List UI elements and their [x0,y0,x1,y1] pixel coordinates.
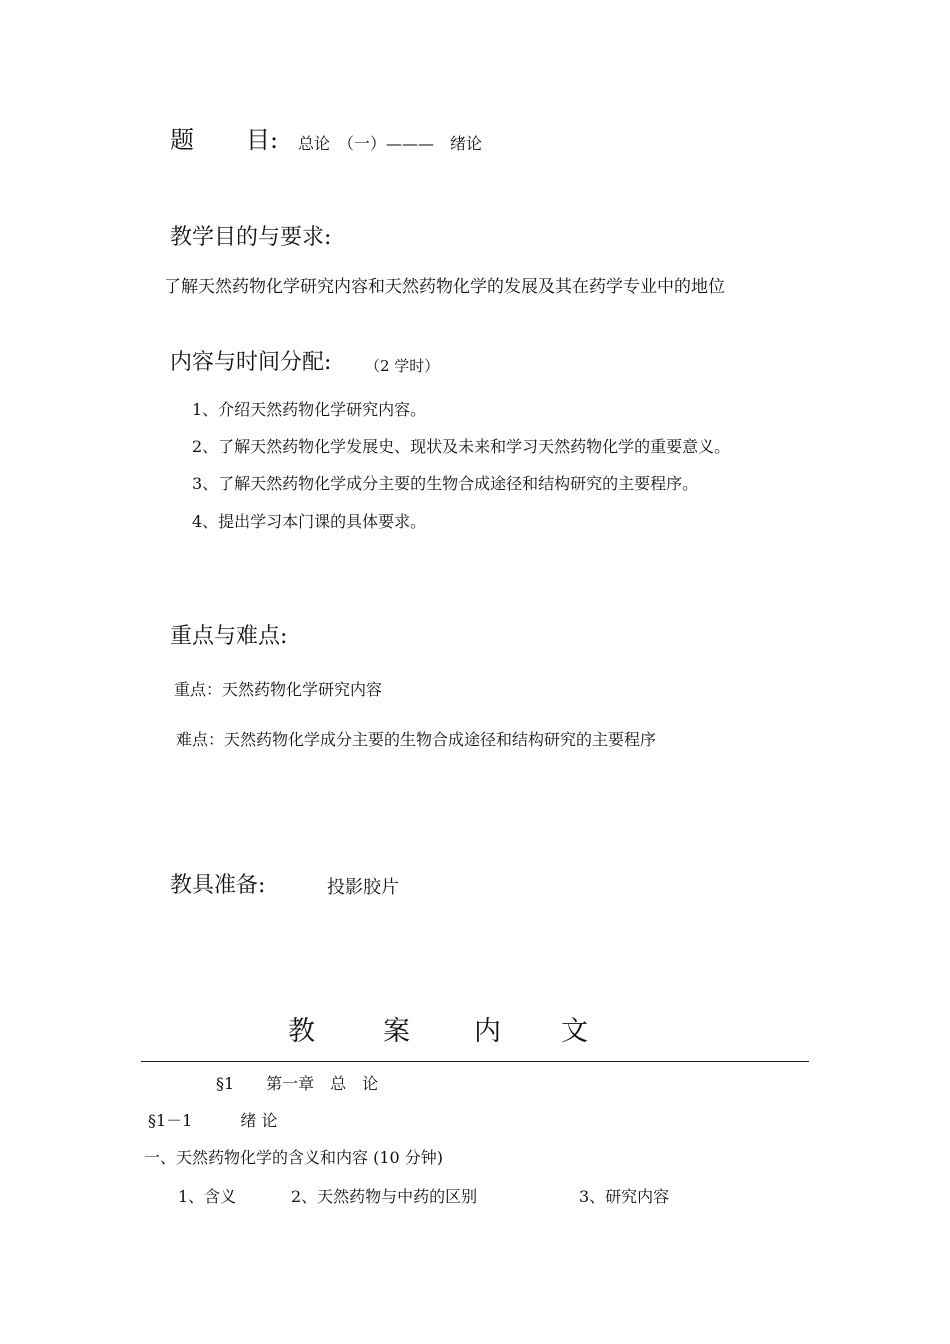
body-title-char: 内 [474,1016,501,1047]
sub-item: 1、含义 [178,1187,237,1206]
objectives-text: 了解天然药物化学研究内容和天然药物化学的发展及其在药学专业中的地位 [164,277,725,297]
difficult-point-text: 难点：天然药物化学成分主要的生物合成途径和结构研究的主要程序 [176,730,657,749]
aids-value: 投影胶片 [327,877,399,898]
allocation-item: 2、了解天然药物化学发展史、现状及未来和学习天然药物化学的重要意义。 [192,437,731,456]
key-points-heading: 重点与难点: [170,624,288,649]
key-point-text: 重点：天然药物化学研究内容 [174,680,383,699]
title-divider [141,1061,809,1062]
aids-heading: 教具准备: [170,873,266,898]
section-heading: §1－1 绪 论 [148,1111,278,1130]
sub-item: 3、研究内容 [579,1187,670,1206]
part-heading: 一、天然药物化学的含义和内容 (10 分钟) [144,1148,444,1167]
body-title-char: 文 [561,1016,588,1047]
allocation-item: 3、了解天然药物化学成分主要的生物合成途径和结构研究的主要程序。 [192,474,699,493]
sub-item: 2、天然药物与中药的区别 [291,1187,478,1206]
chapter-heading: §1 第一章 总 论 [216,1074,379,1093]
allocation-heading: 内容与时间分配: [170,350,332,375]
objectives-heading: 教学目的与要求: [170,225,332,250]
allocation-item: 4、提出学习本门课的具体要求。 [192,512,427,531]
subject-value: 总论 （一）——— 绪论 [298,134,483,153]
allocation-item: 1、介绍天然药物化学研究内容。 [192,400,427,419]
allocation-hours: （2 学时） [365,357,440,375]
subject-label-part1: 题 [170,126,194,154]
body-title-char: 案 [383,1016,410,1047]
body-title-char: 教 [288,1016,315,1047]
subject-label-part2: 目: [246,126,279,154]
